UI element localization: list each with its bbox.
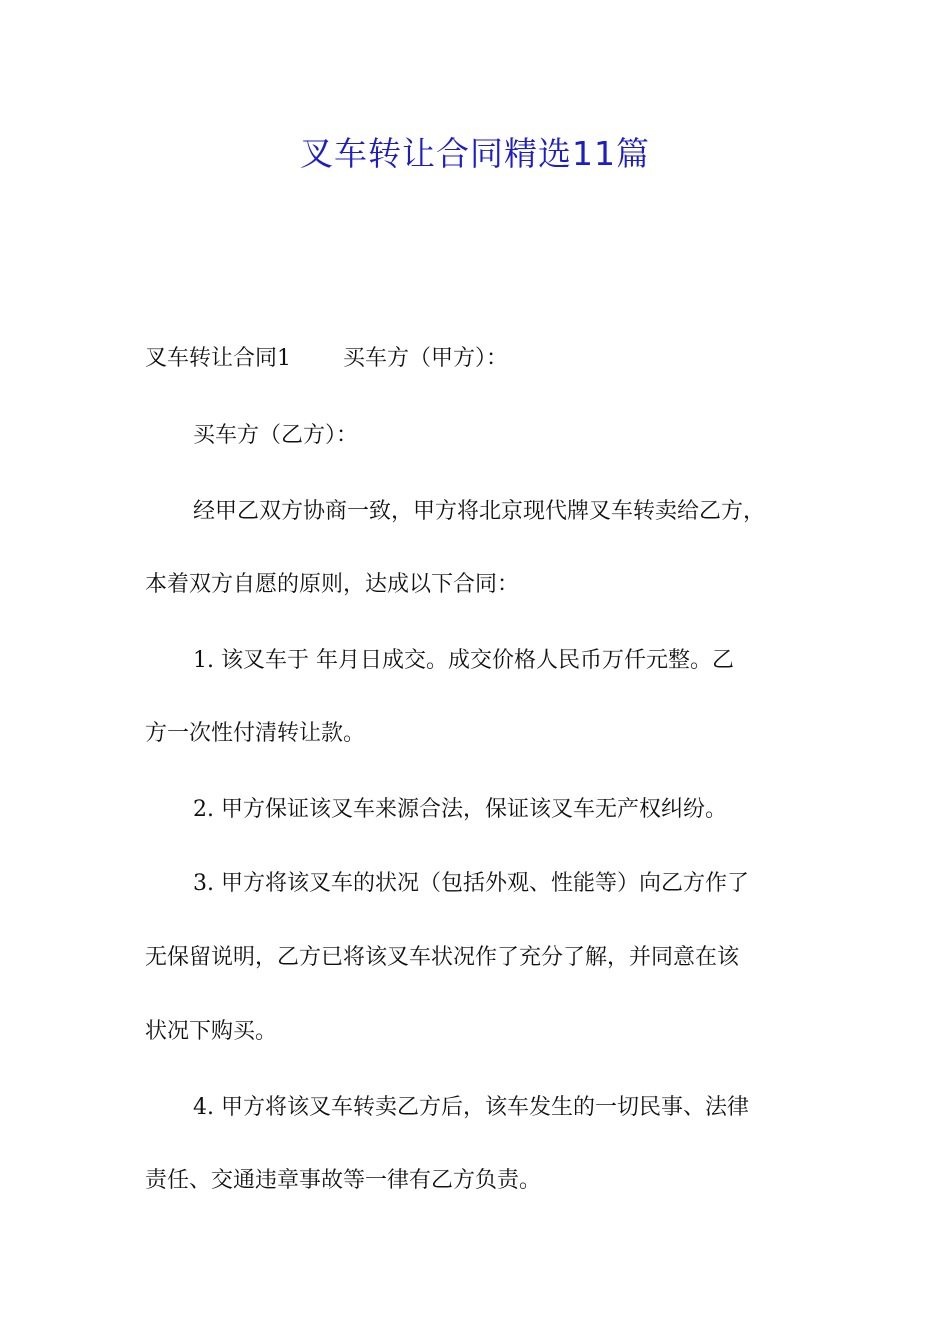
contract-heading: 叉车转让合同1 xyxy=(145,346,291,371)
intro-paragraph-line-1: 经甲乙双方协商一致，甲方将北京现代牌叉车转卖给乙方， xyxy=(193,499,766,524)
clause-1-line-2: 方一次性付清转让款。 xyxy=(145,721,366,746)
clause-3-line-2: 无保留说明，乙方已将该叉车状况作了充分了解，并同意在该 xyxy=(145,945,740,970)
page-title: 叉车转让合同精选11篇 xyxy=(300,134,650,173)
clause-1-line-1: 1. 该叉车于 年月日成交。成交价格人民币万仟元整。乙 xyxy=(193,648,734,673)
party-b-label: 买车方（乙方）： xyxy=(193,423,359,448)
party-a-label: 买车方（甲方）： xyxy=(343,346,509,371)
clause-3-line-3: 状况下购买。 xyxy=(145,1019,278,1044)
clause-4-line-1: 4. 甲方将该叉车转卖乙方后，该车发生的一切民事、法律 xyxy=(193,1095,749,1120)
intro-paragraph-line-2: 本着双方自愿的原则，达成以下合同： xyxy=(145,572,520,597)
clause-4-line-2: 责任、交通违章事故等一律有乙方负责。 xyxy=(145,1168,542,1193)
clause-2-line-1: 2. 甲方保证该叉车来源合法，保证该叉车无产权纠纷。 xyxy=(193,797,727,822)
heading-line xyxy=(145,344,508,374)
clause-3-line-1: 3. 甲方将该叉车的状况（包括外观、性能等）向乙方作了 xyxy=(193,871,749,896)
